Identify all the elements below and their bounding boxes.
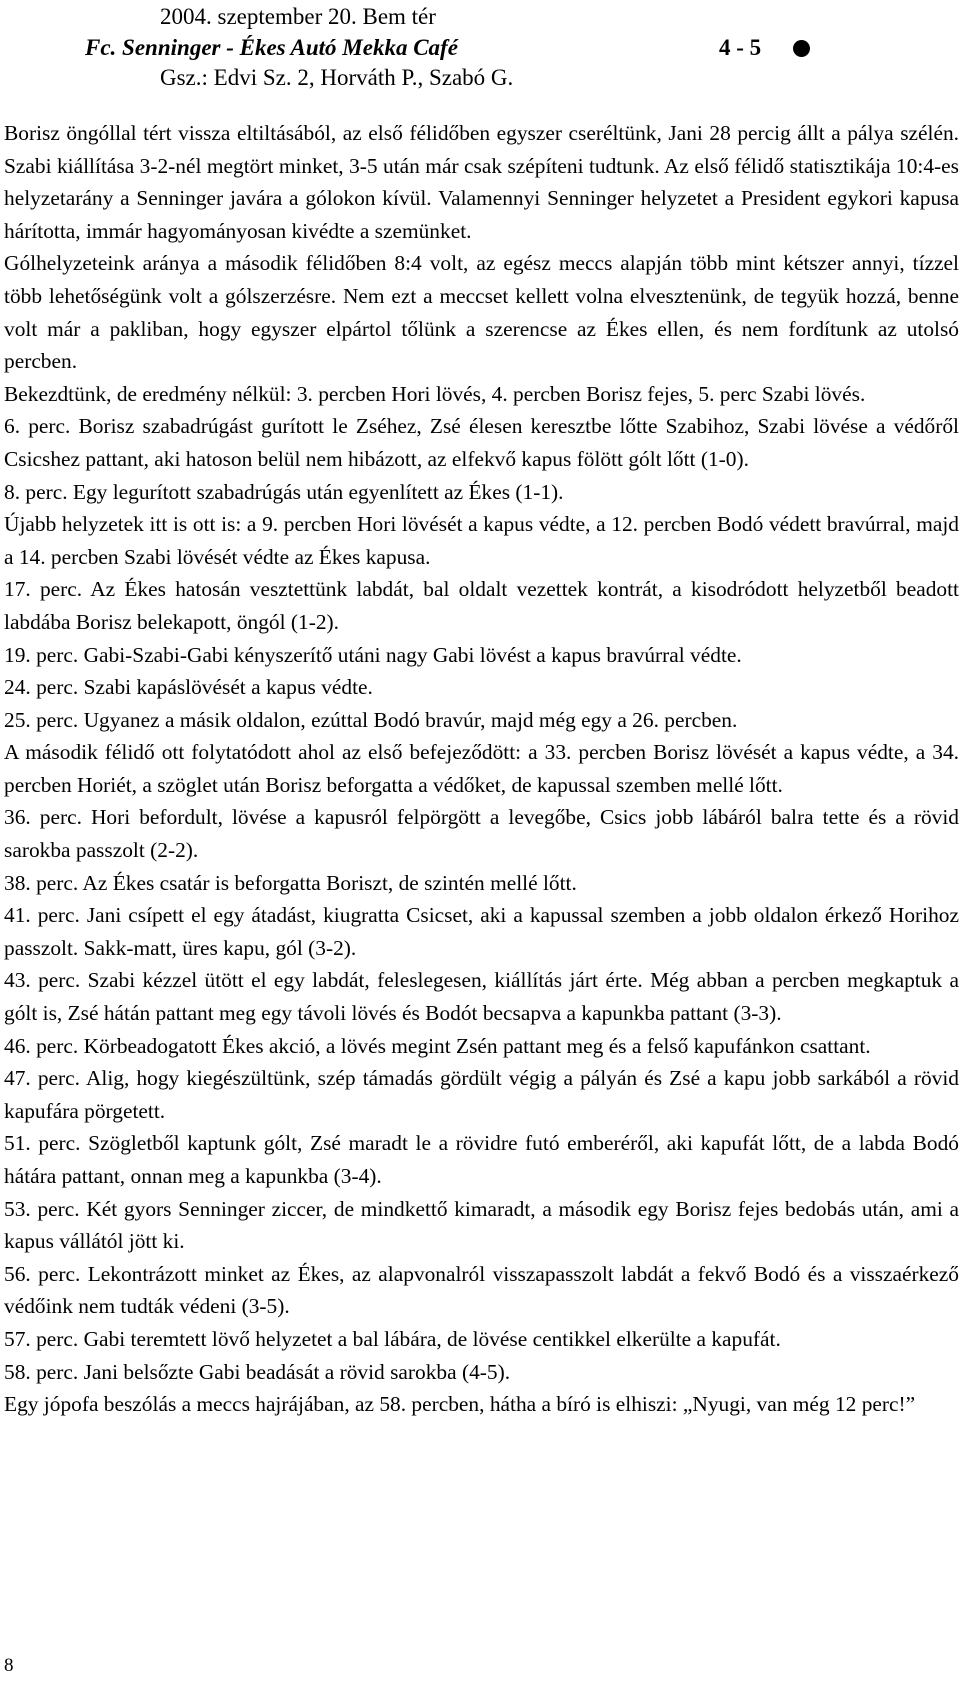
report-paragraph: 51. perc. Szögletből kaptunk gólt, Zsé maradt le a rövidre futó emberéről, aki kapufát lőtt, de a labda Bodó hátára pattant, onnan meg a kapunkba (3-4). xyxy=(4,1131,959,1188)
match-title: Fc. Senninger - Ékes Autó Mekka Café xyxy=(85,35,458,60)
goal-scorers: Gsz.: Edvi Sz. 2, Horváth P., Szabó G. xyxy=(160,65,514,90)
report-paragraph: 46. perc. Körbeadogatott Ékes akció, a lövés megint Zsén pattant meg és a felső kapufánkon csattant. xyxy=(4,1033,871,1058)
report-paragraph: A második félidő ott folytatódott ahol az első befejeződött: a 33. percben Borisz lövését a kapus védte, a 34. percben Horiét, a szöglet után Borisz beforgatta a védőket, de kapussal szemben mellé lőtt. xyxy=(4,740,959,797)
report-paragraph: 19. perc. Gabi-Szabi-Gabi kényszerítő utáni nagy Gabi lövést a kapus bravúrral védte. xyxy=(4,642,742,667)
match-date-place: 2004. szeptember 20. Bem tér xyxy=(160,4,436,29)
report-paragraph: 57. perc. Gabi teremtett lövő helyzetet a bal lábára, de lövése centikkel elkerülte a kapufát. xyxy=(4,1326,781,1351)
report-paragraph: 24. perc. Szabi kapáslövését a kapus védte. xyxy=(4,675,373,700)
report-paragraph: Borisz öngóllal tért vissza eltiltásából, az első félidőben egyszer cseréltünk, Jani 28 percig állt a pálya szélén. Szabi kiállítása 3-2-nél megtört minket, 3-5 után már csak szépíteni tudtunk. Az első félidő statisztikája 10:4-es helyzetarány a Senninger javára a gólokon kívül. Valamennyi Senninger helyzetet a President egykori kapusa hárította, immár hagyományosan kivédte a szemünket. xyxy=(4,121,959,243)
report-paragraph: 53. perc. Két gyors Senninger ziccer, de mindkettő kimaradt, a második egy Borisz fejes bedobás után, ami a kapus vállától jött ki. xyxy=(4,1196,959,1254)
report-paragraph: 58. perc. Jani belsőzte Gabi beadását a rövid sarokba (4-5). xyxy=(4,1359,511,1384)
report-paragraph: Gólhelyzeteink aránya a második félidőben 8:4 volt, az egész meccs alapján több mint kétszer annyi, tízzel több lehetőségünk volt a gólszerzésre. Nem ezt a meccset kellett volna elvesztenünk, de tegyük hozzá, benne volt már a pakliban, hogy egyszer elpártol tőlünk a szerencse az Ékes ellen, és nem fordítunk az utolsó percben. xyxy=(4,251,959,374)
match-header xyxy=(0,0,960,100)
report-paragraph: 43. perc. Szabi kézzel ütött el egy labdát, feleslegesen, kiállítás járt érte. Még abban a percben megkaptuk a gólt is, Zsé hátán pattant meg egy távoli lövés és Bodót becsapva a kapunkba pattant (3-3). xyxy=(4,968,959,1026)
match-report xyxy=(4,117,959,1421)
report-paragraph: 41. perc. Jani csípett el egy átadást, kiugratta Csicset, aki a kapussal szemben a jobb oldalon érkező Horihoz passzolt. Sakk-matt, üres kapu, gól (3-2). xyxy=(4,903,959,960)
report-paragraph: 36. perc. Hori befordult, lövése a kapusról felpörgött a levegőbe, Csics jobb lábáról balra tette és a rövid sarokba passzolt (2-2). xyxy=(4,805,959,863)
loss-dot-icon xyxy=(793,40,810,57)
report-paragraph: 25. perc. Ugyanez a másik oldalon, ezúttal Bodó bravúr, majd még egy a 26. percben. xyxy=(4,707,738,732)
report-paragraph: Bekezdtünk, de eredmény nélkül: 3. percben Hori lövés, 4. percben Borisz fejes, 5. perc Szabi lövés. xyxy=(4,381,866,406)
report-paragraph: 17. perc. Az Ékes hatosán vesztettünk labdát, bal oldalt vezettek kontrát, a kisodródott helyzetből beadott labdába Borisz belekapott, öngól (1-2). xyxy=(4,577,959,634)
report-paragraph: Újabb helyzetek itt is ott is: a 9. percben Hori lövését a kapus védte, a 12. percben Bodó védett bravúrral, majd a 14. percben Szabi lövését védte az Ékes kapusa. xyxy=(4,512,959,569)
report-paragraph: Egy jópofa beszólás a meccs hajrájában, az 58. percben, hátha a bíró is elhiszi: „Nyugi, van még 12 perc!” xyxy=(4,1392,916,1417)
report-paragraph: 56. perc. Lekontrázott minket az Ékes, az alapvonalról visszapasszolt labdát a fekvő Bodó és a visszaérkező védőink nem tudták védeni (3-5). xyxy=(4,1261,959,1319)
report-paragraph: 38. perc. Az Ékes csatár is beforgatta Boriszt, de szintén mellé lőtt. xyxy=(4,870,577,895)
match-score: 4 - 5 xyxy=(719,35,762,60)
report-paragraph: 8. perc. Egy legurított szabadrúgás után egyenlített az Ékes (1-1). xyxy=(4,479,564,504)
report-paragraph: 47. perc. Alig, hogy kiegészültünk, szép támadás gördült végig a pályán és Zsé a kapu jobb sarkából a rövid kapufára pörgetett. xyxy=(4,1066,959,1123)
page-number: 8 xyxy=(4,1655,14,1676)
report-paragraph: 6. perc. Borisz szabadrúgást gurított le Zséhez, Zsé élesen keresztbe lőtte Szabihoz, Szabi lövése a védőről Csicshez pattant, aki hatoson belül nem hibázott, az elfekvő kapus fölött gólt lőtt (1-0). xyxy=(4,414,959,471)
